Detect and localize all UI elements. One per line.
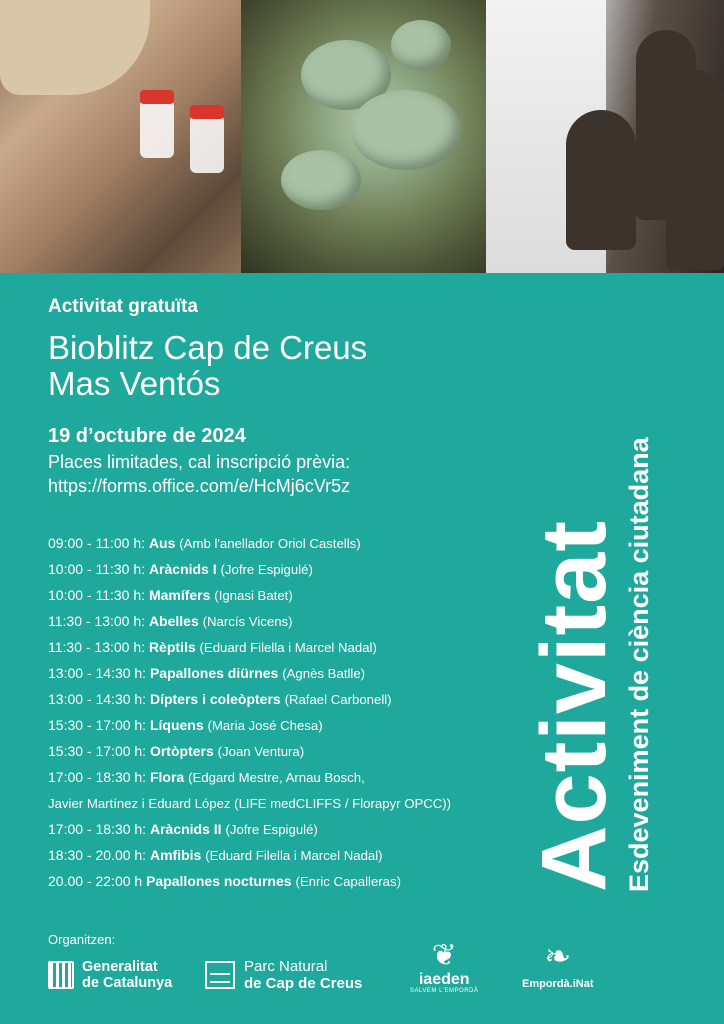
schedule-topic: Abelles [148, 613, 199, 629]
activity-heading: Activitat [523, 520, 625, 892]
schedule-guide: (Ignasi Batet) [214, 588, 293, 603]
schedule-time: 10:00 - 11:30 h: [48, 561, 146, 577]
tube-cap [140, 90, 174, 104]
schedule-item [48, 768, 548, 794]
schedule-item [48, 872, 548, 898]
schedule-guide: (Narcís Vicens) [202, 614, 293, 629]
schedule-item [48, 664, 548, 690]
generalitat-text [82, 959, 172, 991]
schedule-item [48, 716, 548, 742]
event-title-line1: Bioblitz Cap de Creus [48, 329, 368, 366]
registration-link[interactable]: https://forms.office.com/e/HcMj6cVr5z [48, 476, 351, 496]
photo-lichen [241, 0, 486, 273]
lichen-shape [281, 150, 361, 210]
vertical-heading [523, 437, 654, 892]
schedule-item [48, 742, 548, 768]
sample-tube [140, 100, 174, 158]
schedule-item-continuation [48, 794, 548, 820]
coast-wave-icon [205, 961, 235, 989]
lichen-shape [351, 90, 461, 170]
registration-info [48, 450, 608, 498]
schedule-time: 15:30 - 17:00 h: [48, 743, 147, 759]
schedule-guide: (Enric Capalleras) [295, 874, 401, 889]
schedule-item [48, 560, 548, 586]
schedule-topic: Aus [148, 535, 176, 551]
schedule-guide: (Amb l'anellador Oriol Castells) [179, 536, 361, 551]
schedule-topic: Mamífers [148, 587, 211, 603]
schedule-time: 11:30 - 13:00 h: [48, 613, 146, 629]
schedule-time: 10:00 - 11:30 h: [48, 587, 146, 603]
iaeden-logo [410, 940, 478, 994]
generalitat-line1: Generalitat [82, 959, 158, 975]
person-silhouette [566, 110, 636, 250]
schedule-item [48, 534, 548, 560]
parc-line2: de Cap de Creus [244, 975, 363, 992]
schedule-time: 13:00 - 14:30 h: [48, 665, 147, 681]
schedule-item [48, 612, 548, 638]
sun-hat-shape [0, 0, 150, 95]
schedule-guide: (Edgard Mestre, Arnau Bosch, [188, 770, 365, 785]
schedule-item [48, 820, 548, 846]
schedule-guide: (Eduard Filella i Marcel Nadal) [205, 848, 383, 863]
emporda-inat-logo [522, 938, 594, 990]
generalitat-logo [48, 959, 172, 991]
header-photos [0, 0, 724, 273]
photo-moth-sheet [486, 0, 724, 273]
schedule-time: 15:30 - 17:00 h: [48, 717, 147, 733]
organizers-label: Organitzen: [48, 932, 116, 947]
catalan-flag-icon [48, 961, 74, 989]
schedule-time: 18:30 - 20.00 h: [48, 847, 147, 863]
schedule-item [48, 690, 548, 716]
registration-text: Places limitades, cal inscripció prèvia: [48, 452, 351, 472]
sample-tube [190, 115, 224, 173]
schedule-topic: Papallones nocturnes [146, 873, 292, 889]
schedule-time: 17:00 - 18:30 h: [48, 821, 147, 837]
bird-icon: ❧ [544, 938, 572, 974]
schedule-time: 17:00 - 18:30 h: [48, 769, 147, 785]
schedule-guide: (Maria José Chesa) [207, 718, 323, 733]
generalitat-line2: de Catalunya [82, 975, 173, 991]
schedule-time: 13:00 - 14:30 h: [48, 691, 147, 707]
citizen-science-subheading: Esdeveniment de ciència ciutadana [624, 437, 654, 892]
schedule-time: 09:00 - 11:00 h: [48, 535, 146, 551]
schedule-item [48, 846, 548, 872]
person-silhouette [666, 70, 724, 270]
schedule-guide: (Jofre Espigulé) [225, 822, 318, 837]
tube-cap [190, 105, 224, 119]
schedule-topic: Aràcnids I [148, 561, 217, 577]
schedule-topic: Papallones diürnes [149, 665, 279, 681]
schedule-guide: (Jofre Espigulé) [220, 562, 313, 577]
schedule-guide: (Joan Ventura) [217, 744, 305, 759]
parc-natural-text [244, 958, 362, 992]
stork-icon: ❦ [431, 939, 457, 972]
free-activity-label: Activitat gratuïta [48, 296, 198, 317]
schedule-time: 11:30 - 13:00 h: [48, 639, 146, 655]
lichen-shape [391, 20, 451, 70]
parc-line1: Parc Natural [244, 958, 328, 975]
emporda-inat-name: Empordà.iNat [522, 978, 594, 990]
schedule-topic: Líquens [149, 717, 204, 733]
schedule-topic: Amfibis [149, 847, 202, 863]
event-title [48, 330, 608, 402]
schedule-topic: Aràcnids II [149, 821, 222, 837]
schedule-guide: (Eduard Filella i Marcel Nadal) [199, 640, 377, 655]
schedule-topic: Dípters i coleòpters [149, 691, 281, 707]
schedule-item [48, 586, 548, 612]
schedule-guide-continued: Javier Martínez i Eduard López (LIFE medCLIFFS / Florapyr OPCC)) [48, 796, 452, 811]
event-date: 19 d’octubre de 2024 [48, 425, 246, 447]
schedule-guide: (Rafael Carbonell) [284, 692, 392, 707]
photo-sample-tubes [0, 0, 241, 273]
schedule-item [48, 638, 548, 664]
schedule-time: 20.00 - 22:00 h [48, 873, 143, 889]
schedule-guide: (Agnès Batlle) [282, 666, 366, 681]
iaeden-tagline: SALVEM L'EMPORDÀ [410, 988, 479, 994]
parc-natural-logo [205, 958, 362, 992]
schedule-topic: Ortòpters [149, 743, 214, 759]
iaeden-name: iaeden [418, 971, 470, 988]
schedule-topic: Flora [149, 769, 185, 785]
event-info [48, 296, 608, 498]
schedule-list [48, 534, 548, 898]
event-title-line2: Mas Ventós [48, 365, 221, 402]
schedule-topic: Rèptils [148, 639, 196, 655]
